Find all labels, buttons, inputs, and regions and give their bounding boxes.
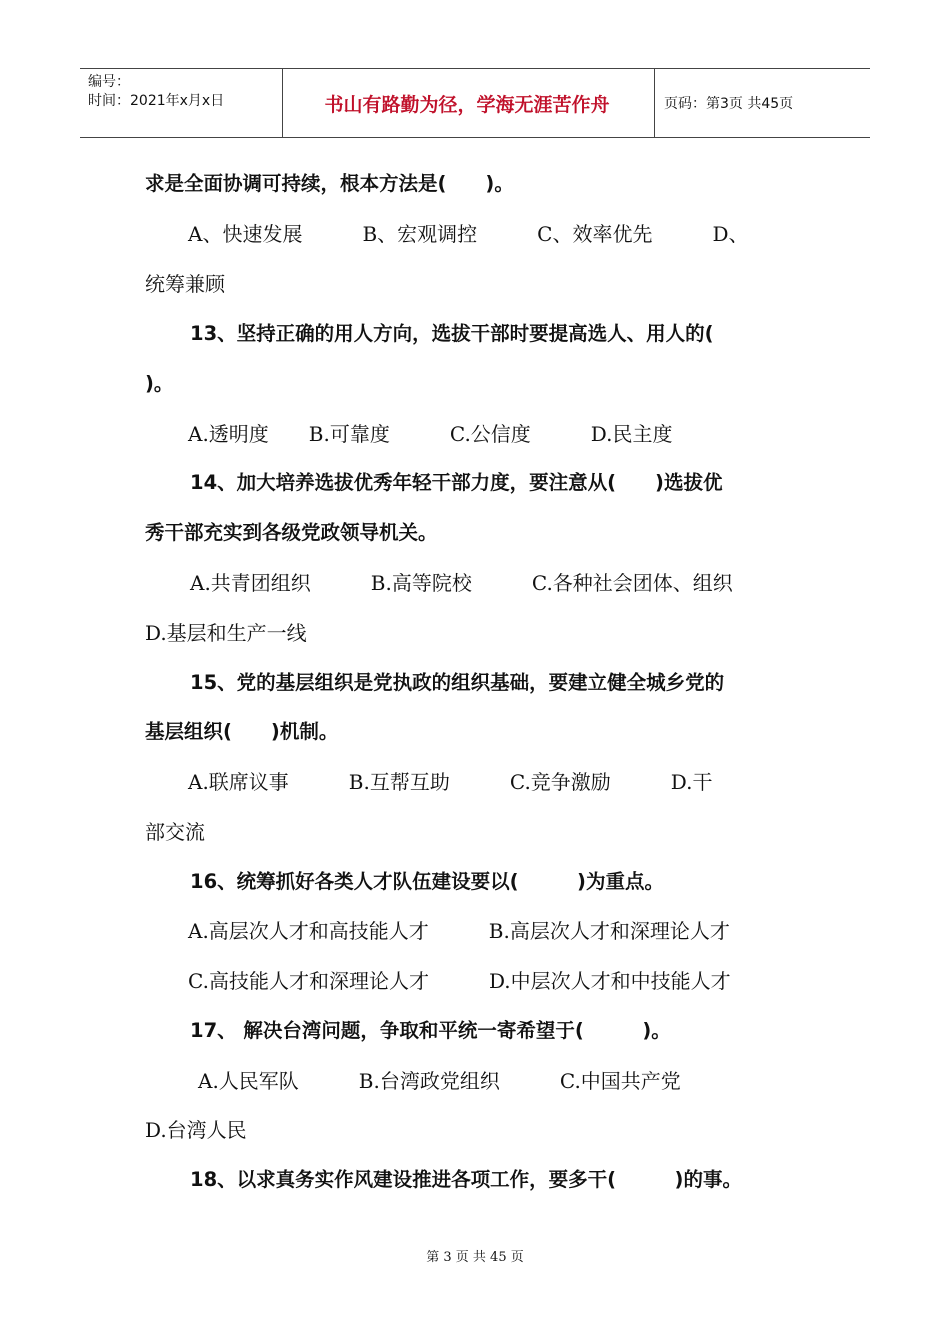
- text-line: 求是全面协调可持续，根本方法是( )。: [145, 172, 514, 195]
- text-line: A.高层次人才和高技能人才 B.高层次人才和深理论人才: [188, 919, 730, 943]
- text-line: 16、统筹抓好各类人才队伍建设要以( )为重点。: [190, 870, 664, 893]
- text-line: D.基层和生产一线: [145, 621, 307, 645]
- date-label: 时间：2021年x月x日: [88, 93, 225, 109]
- text-line: D.台湾人民: [145, 1118, 247, 1142]
- text-line: A.透明度 B.可靠度 C.公信度 D.民主度: [188, 422, 673, 446]
- text-line: C.高技能人才和深理论人才 D.中层次人才和中技能人才: [188, 969, 731, 993]
- text-line: A、快速发展 B、宏观调控 C、效率优先 D、: [188, 222, 749, 246]
- header-divider: [654, 69, 655, 137]
- text-line: A.共青团组织 B.高等院校 C.各种社会团体、组织: [190, 571, 733, 595]
- text-line: 统筹兼顾: [145, 272, 225, 296]
- code-label: 编号：: [88, 74, 130, 90]
- text-line: A.人民军队 B.台湾政党组织 C.中国共产党: [198, 1069, 681, 1093]
- page-footer: 第 3 页 共 45 页: [426, 1250, 524, 1265]
- header-motto: 书山有路勤为径，学海无涯苦作舟: [324, 93, 610, 116]
- header-page-info: 页码：第3页 共45页: [664, 96, 794, 112]
- text-line: 18、以求真务实作风建设推进各项工作，要多干( )的事。: [190, 1168, 742, 1191]
- header-meta: [88, 73, 224, 111]
- page-header: [80, 68, 870, 138]
- text-line: 秀干部充实到各级党政领导机关。: [145, 521, 438, 544]
- text-line: 基层组织( )机制。: [145, 720, 339, 743]
- text-line: 13、坚持正确的用人方向，选拔干部时要提高选人、用人的(: [190, 322, 714, 345]
- text-line: A.联席议事 B.互帮互助 C.竞争激励 D.干: [188, 770, 713, 794]
- text-line: 14、加大培养选拔优秀年轻干部力度，要注意从( )选拔优: [190, 471, 723, 494]
- text-line: 15、党的基层组织是党执政的组织基础，要建立健全城乡党的: [190, 671, 725, 694]
- text-line: 部交流: [145, 820, 205, 844]
- text-line: 17、 解决台湾问题，争取和平统一寄希望于( )。: [190, 1019, 671, 1042]
- text-line: )。: [145, 372, 174, 395]
